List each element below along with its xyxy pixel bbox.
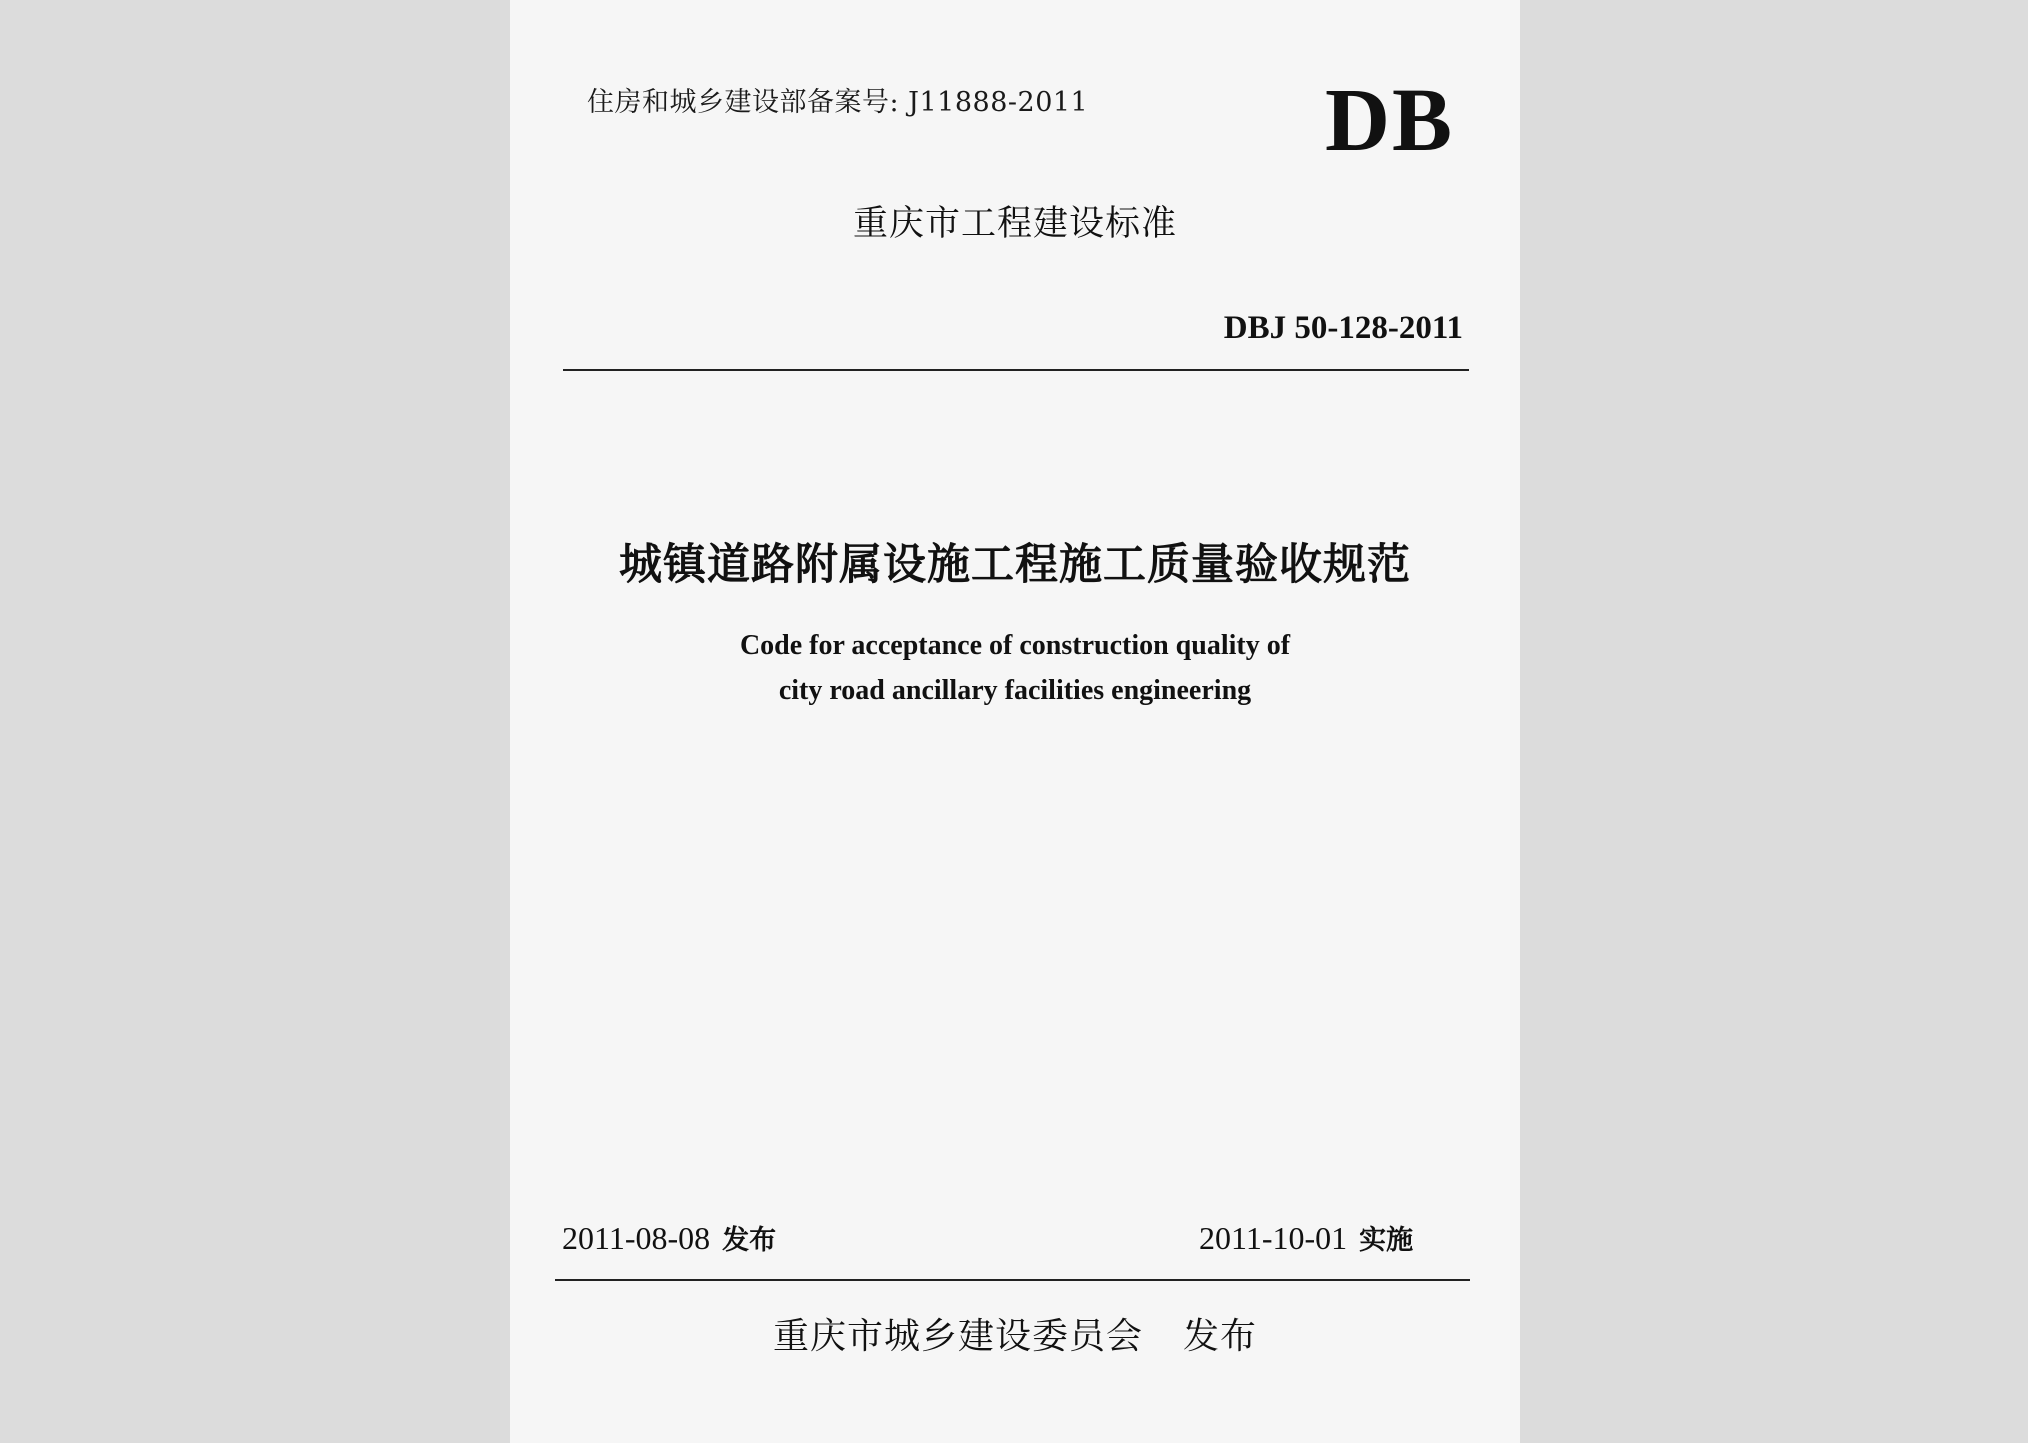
release-label: 发布 <box>722 1225 777 1256</box>
title-chinese: 城镇道路附属设施工程施工质量验收规范 <box>619 540 1411 590</box>
effective-date-block <box>1199 1218 1413 1257</box>
standard-number: DBJ 50-128-2011 <box>1223 310 1463 346</box>
top-divider <box>563 369 1469 371</box>
title-english-line-1: Code for acceptance of construction quality of <box>739 630 1291 661</box>
standard-type: 重庆市工程建设标准 <box>852 204 1177 244</box>
publisher-name: 重庆市城乡建设委员会 <box>772 1316 1143 1357</box>
publisher-action: 发布 <box>1183 1316 1258 1357</box>
release-date: 2011-08-08 <box>562 1220 711 1256</box>
release-date-block <box>562 1218 776 1257</box>
bottom-divider <box>555 1279 1470 1281</box>
effective-date: 2011-10-01 <box>1199 1220 1348 1256</box>
effective-label: 实施 <box>1359 1225 1414 1256</box>
publisher-line <box>510 1308 1520 1359</box>
filing-number: 住房和城乡建设部备案号: J11888-2011 <box>587 87 1089 118</box>
title-english-line-2: city road ancillary facilities engineering <box>778 675 1252 706</box>
document-cover-page <box>510 0 1520 1443</box>
db-standard-mark: DB <box>1325 71 1455 170</box>
